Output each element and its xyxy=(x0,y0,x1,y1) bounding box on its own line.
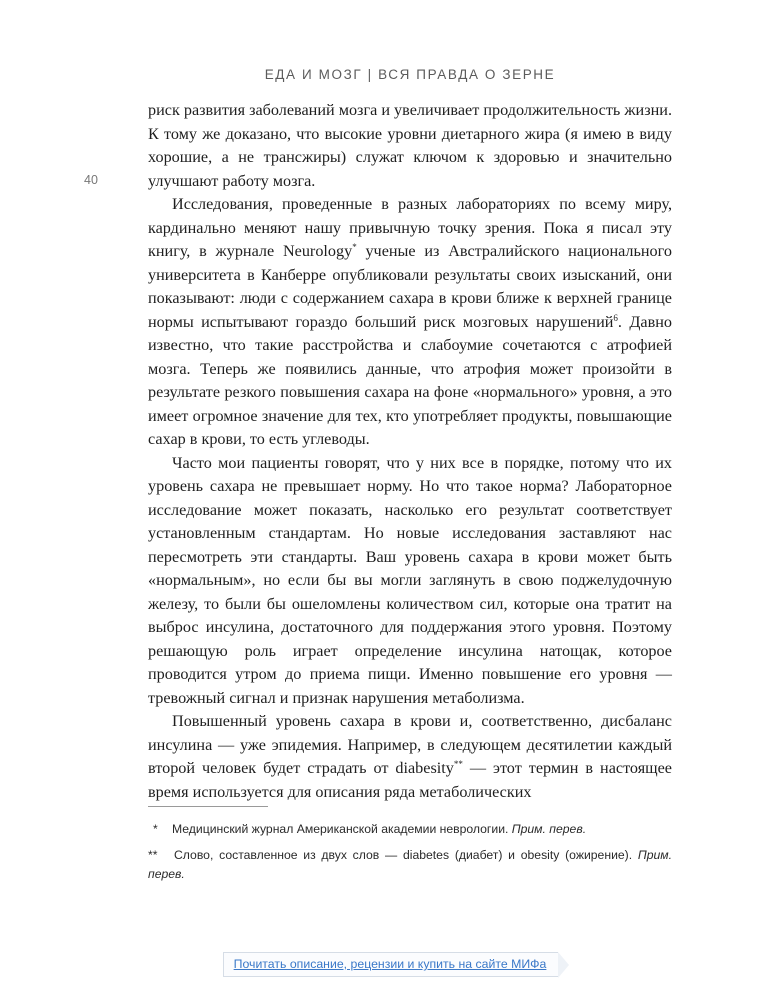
footnote-mark: * xyxy=(153,822,158,836)
footnote-mark: ** xyxy=(148,848,158,862)
footnote-translator-note: Прим. перев. xyxy=(148,848,672,881)
buy-book-link[interactable]: Почитать описание, рецензии и купить на сайте МИФа xyxy=(223,952,559,977)
footnotes xyxy=(148,820,672,891)
paragraph-2-text-b: ученые из Австралийского национального университета в Канберре опубликовали результаты своих изысканий, они показывают: люди с содержанием сахара в крови ближе к верхней границе нормы испытывают гораздо больший риск мозговых нарушений xyxy=(148,242,672,331)
footnote-text: Медицинский журнал Американской академии неврологии. xyxy=(172,822,512,836)
running-head: ЕДА И МОЗГ | ВСЯ ПРАВДА О ЗЕРНЕ xyxy=(264,67,556,82)
paragraph-1: риск развития заболеваний мозга и увеличивает продолжительность жизни. К тому же доказано, что высокие уровни диетарного жира (я имею в виду хорошие, а не трансжиры) служат ключом к здоровью и значительно улучшают работу мозга. xyxy=(148,101,672,190)
footnote-translator-note: Прим. перев. xyxy=(511,822,587,836)
promo-banner xyxy=(0,952,781,977)
footnote-1 xyxy=(148,820,672,839)
citation-ref-6: 6 xyxy=(613,312,618,323)
footnote-2 xyxy=(148,846,672,884)
main-text xyxy=(148,99,672,804)
footnote-ref-1: * xyxy=(352,242,357,252)
footnote-divider xyxy=(148,806,268,807)
paragraph-4-text-a: Повышенный уровень сахара в крови и, соответственно, дисбаланс инсулина — уже эпидемия. Например, в следующем десятилетии каждый второй человек будет страдать от diabesity xyxy=(148,712,672,777)
paragraph-4-text-b: — этот термин в настоящее время используется для описания ряда метаболических xyxy=(148,759,672,801)
paragraph-2-text-c: . Давно известно, что такие расстройства и слабоумие сочетаются с атрофией мозга. Теперь же появились данные, что атрофия может произойти в результате резкого повышения сахара на фоне «нормального» уровня, а это имеет огромное значение для тех, кто употребляет продукты, повышающие сахар в крови, то есть углеводы. xyxy=(148,312,672,448)
paragraph-2 xyxy=(148,193,672,452)
paragraph-4 xyxy=(148,710,672,804)
paragraph-2-text-a: Исследования, проведенные в разных лабораториях по всему миру, кардинально меняют нашу привычную точку зрения. Пока я писал эту книгу, в журнале Neurology xyxy=(148,195,672,260)
paragraph-3: Часто мои пациенты говорят, что у них все в порядке, потому что их уровень сахара не превышает норму. Но что такое норма? Лабораторное исследование может показать, насколько его результат соответствует установленным стандартам. Но новые исследования заставляют нас пересмотреть эти стандарты. Ваш уровень сахара в крови может быть «нормальным», но если бы вы могли заглянуть в свою поджелудочную железу, то были бы ошеломлены количеством сил, которые она тратит на выброс инсулина, достаточного для поддержания этого уровня. Поэтому решающую роль играет определение инсулина натощак, которое проводится утром до приема пищи. Именно повышение его уровня — тревожный сигнал и признак нарушения метаболизма. xyxy=(148,453,672,707)
footnote-text: Слово, составленное из двух слов — diabetes (диабет) и obesity (ожирение). xyxy=(174,848,638,862)
footnote-ref-2: ** xyxy=(453,759,463,769)
page-number: 40 xyxy=(84,173,98,187)
